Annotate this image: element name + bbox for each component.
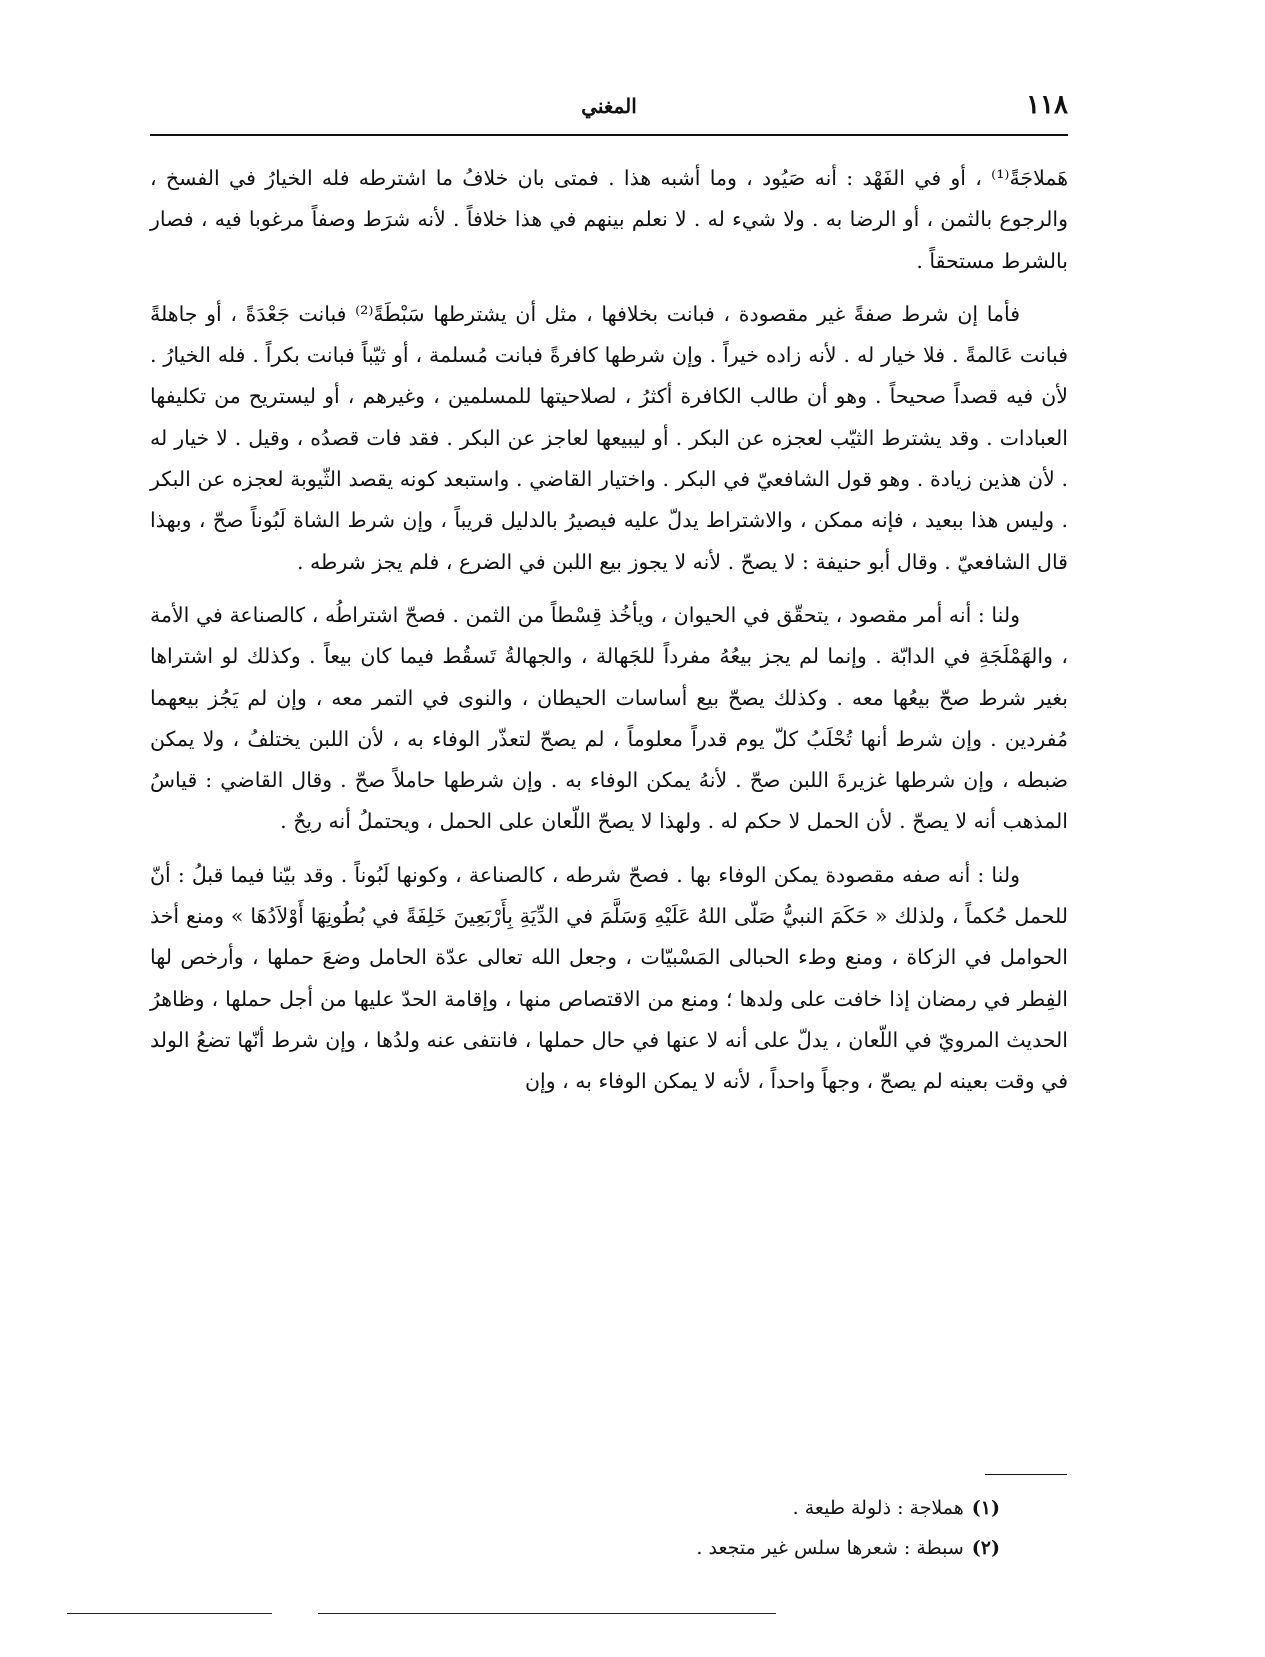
footnotes (400, 1488, 1000, 1568)
page-header (150, 88, 1068, 136)
paragraph: ولنا : أنه صفه مقصودة يمكن الوفاء بها . فصحّ شرطه ، كالصناعة ، وكونها لَبُوناً . وقد بيّنا فيما قبلُ : أنّ للحمل حُكماً ، ولذلك « حَكَمَ النبيُّ صَلّى اللهُ عَلَيْهِ وَسَلَّمَ في الدِّيَةِ بِأَرْبَعِينَ خَلِفَةً في بُطُونِهَا أَوْلاَدُهَا » ومنع أخذ الحوامل في الزكاة ، ومنع وطء الحبالى المَسْبيّات ، وجعل الله تعالى عدّة الحامل وضعَ حملها ، وأرخص لها الفِطر في رمضان إذا خافت على ولدها ؛ ومنع من الاقتصاص منها ، وإقامة الحدّ عليها من أجل حملها ، وظاهرُ الحديث المرويّ في اللّعان ، يدلّ على أنه لا عنها في حال حملها ، فانتفى عنه ولدُها ، وإن شرط أنّها تضعُ الولد في وقت بعينه لم يصحّ ، وجهاً واحداً ، لأنه لا يمكن الوفاء به ، وإن (150, 862, 1068, 1094)
footnote-separator (985, 1474, 1067, 1475)
bottom-rule (318, 1613, 776, 1614)
bottom-rule (67, 1613, 272, 1614)
footnote-number: (٢) (971, 1537, 1000, 1559)
footnote-number: (١) (971, 1497, 1000, 1519)
paragraph: هَملاجَةً⁽¹⁾ ، أو في الفَهْد : أنه صَيُود ، وما أشبه هذا . فمتى بان خلافُ ما اشترطه فله الخيارُ في الفسخ ، والرجوع بالثمن ، أو الرضا به . ولا شيء له . لا نعلم بينهم في هذا خلافاً . لأنه شرَط وصفاً مرغوبا فيه ، فصار بالشرط مستحقاً . (150, 166, 1068, 273)
footnote (400, 1488, 1000, 1528)
running-title: المغني (581, 94, 637, 118)
paragraph: فأما إن شرط صفةً غير مقصودة ، فبانت بخلافها ، مثل أن يشترطها سَبْطَةً⁽²⁾ فبانت جَعْدَةً ، أو جاهلةً فبانت عَالمةً . فلا خيار له . لأنه زاده خيراً . وإن شرطها كافرةً فبانت مُسلمة ، أو ثيّباً فبانت بكراً . فله الخيارُ . لأن فيه قصداً صحيحاً . وهو أن طالب الكافرة أكثرُ ، لصلاحيتها للمسلمين ، وغيرهم ، أو ليستريح من تكليفها العبادات . وقد يشترط الثيّب لعجزه عن البكر . أو ليبيعها لعاجز عن البكر . فقد فات قصدُه ، وقيل . لا خيار له . لأن هذين زيادة . وهو قول الشافعيّ في البكر . واختيار القاضي . واستبعد كونه يقصد الثّيوبة لعجزه عن البكر . وليس هذا ببعيد ، فإنه ممكن ، والاشتراط يدلّ عليه فيصيرُ بالدليل قريباً ، وإن شرط الشاة لَبُوناً صحّ ، وبهذا قال الشافعيّ . وقال أبو حنيفة : لا يصحّ . لأنه لا يجوز بيع اللبن في الضرع ، فلم يجز شرطه . (150, 301, 1068, 574)
page-number: ١١٨ (1026, 90, 1068, 120)
footnote (400, 1528, 1000, 1568)
body-text (150, 158, 1068, 1103)
paragraph: ولنا : أنه أمر مقصود ، يتحقّق في الحيوان ، ويأخُذ قِسْطاً من الثمن . فصحّ اشتراطُه ، كالصناعة في الأمة ، والهَمْلَجَةِ في الدابّة . وإنما لم يجز بيعُهُ مفرداً للجَهالة ، والجهالةُ تَسقُط فيما كان بيعاً . وكذلك لو اشتراها بغير شرط صحّ بيعُها معه . وكذلك يصحّ بيع أساسات الحيطان ، والنوى في التمر معه ، وإن لم يَجُز بيعهما مُفردين . وإن شرط أنها تُحْلَبُ كلّ يوم قدراً معلوماً ، لم يصحّ لتعذّر الوفاء به ، لأن اللبن يختلفُ ، ولا يمكن ضبطه ، وإن شرطها غزيرةَ اللبن صحّ . لأنهُ يمكن الوفاء به . وإن شرطها حاملاً صحّ . وقال القاضي : قياسُ المذهب أنه لا يصحّ . لأن الحمل لا حكم له . ولهذا لا يصحّ اللّعان على الحمل ، ويحتملُ أنه ريحٌ . (150, 602, 1068, 834)
footnote-text: سبطة : شعرها سلس غير متجعد . (696, 1537, 964, 1559)
footnote-text: هملاجة : ذلولة طيعة . (792, 1497, 964, 1519)
